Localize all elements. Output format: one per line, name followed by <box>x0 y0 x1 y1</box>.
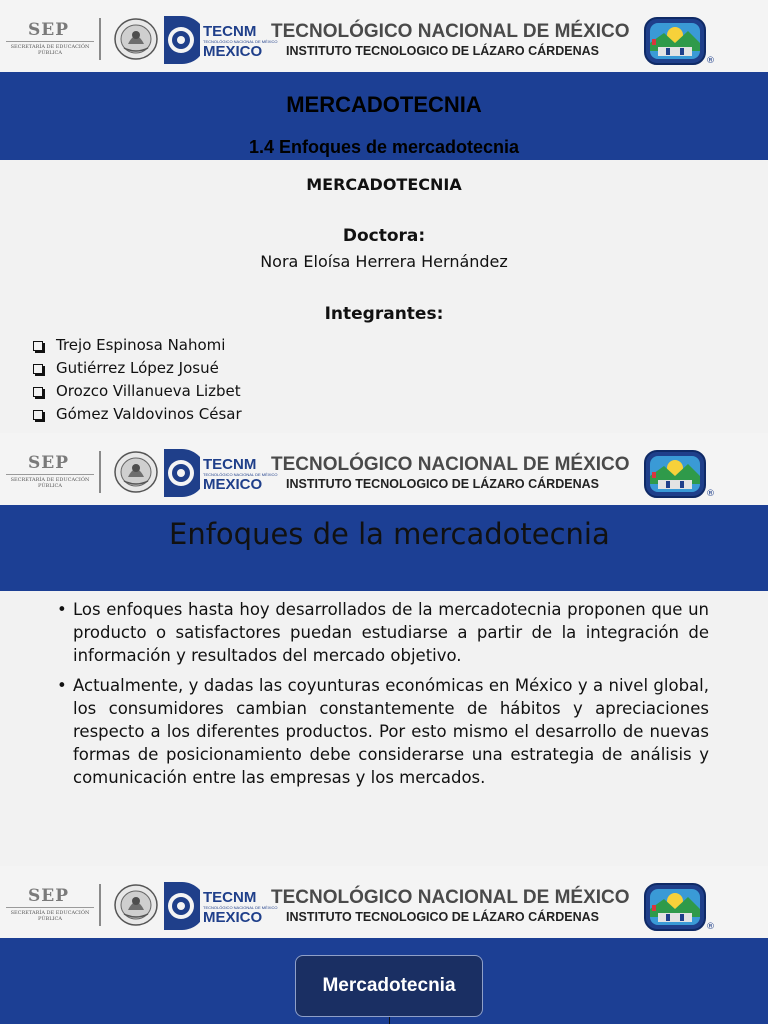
tecnm-wordmark: TECNM TECNOLÓGICO NACIONAL DE MÉXICO MEXICO <box>203 23 278 60</box>
slide-title: Enfoques de la mercadotecnia <box>169 517 610 551</box>
list-item: • Actualmente, y dadas las coyunturas económicas en México y a nivel global, los consumidores cambian constantemente de hábitos y apreciaciones respecto a los diferentes productos. Por esto mismo el desarrollo de nuevas formas de posicionamiento debe considerarse una estrategia de análisis y comunicación entre las empresas y los mercados. <box>57 676 709 787</box>
slide-subtitle: 1.4 Enfoques de mercadotecnia <box>248 137 520 157</box>
bullet-dot-icon: • <box>57 600 67 619</box>
national-seal-icon <box>114 451 158 493</box>
sep-logo-text: SEP <box>28 20 70 40</box>
checkbox-bullet-icon <box>33 341 43 351</box>
institution-subtitle: INSTITUTO TECNOLOGICO DE LÁZARO CÁRDENAS <box>286 44 599 58</box>
tecnm-gear-icon <box>162 14 200 66</box>
members-label: Integrantes: <box>324 304 444 324</box>
list-item: Orozco Villanueva Lizbet <box>33 380 242 403</box>
institution-title: TECNOLÓGICO NACIONAL DE MÉXICO <box>271 454 630 475</box>
national-seal-icon <box>114 18 158 60</box>
sep-logo <box>6 886 96 924</box>
checkbox-bullet-icon <box>33 387 43 397</box>
checkbox-bullet-icon <box>33 364 43 374</box>
tecnm-gear-icon <box>162 447 200 499</box>
tecnm-wordmark: TECNM TECNOLÓGICO NACIONAL DE MÉXICO MEXICO <box>203 456 278 493</box>
national-seal-icon <box>114 884 158 926</box>
institution-title: TECNOLÓGICO NACIONAL DE MÉXICO <box>271 21 630 42</box>
slide-title: MERCADOTECNIA <box>286 92 482 117</box>
checkbox-bullet-icon <box>33 410 43 420</box>
registered-mark: ® <box>706 56 715 66</box>
institution-header <box>0 433 768 505</box>
sep-logo-subtext: SECRETARÍA DE EDUCACIÓN PÚBLICA <box>10 44 90 56</box>
institution-header <box>0 0 768 72</box>
itlc-logo <box>644 883 706 931</box>
registered-mark: ® <box>706 922 715 932</box>
itlc-logo <box>644 17 706 65</box>
tecnm-wordmark: TECNM TECNOLÓGICO NACIONAL DE MÉXICO MEXICO <box>203 889 278 926</box>
institution-header <box>0 866 768 938</box>
sep-logo-subtext: SECRETARÍA DE EDUCACIÓN PÚBLICA <box>10 910 90 922</box>
doctor-name: Nora Eloísa Herrera Hernández <box>260 252 508 271</box>
bullet-dot-icon: • <box>57 676 67 696</box>
sep-logo-subtext: SECRETARÍA DE EDUCACIÓN PÚBLICA <box>10 477 90 489</box>
institution-subtitle: INSTITUTO TECNOLOGICO DE LÁZARO CÁRDENAS <box>286 910 599 924</box>
itlc-logo <box>644 450 706 498</box>
header-divider <box>99 451 101 493</box>
tecnm-gear-icon <box>162 880 200 932</box>
topic-box: Mercadotecnia <box>295 955 483 1017</box>
institution-title: TECNOLÓGICO NACIONAL DE MÉXICO <box>271 887 630 908</box>
institution-subtitle: INSTITUTO TECNOLOGICO DE LÁZARO CÁRDENAS <box>286 477 599 491</box>
header-divider <box>99 18 101 60</box>
list-item: Gutiérrez López Josué <box>33 357 242 380</box>
list-item: Gómez Valdovinos César <box>33 403 242 426</box>
list-item: Trejo Espinosa Nahomi <box>33 334 242 357</box>
list-item: • Los enfoques hasta hoy desarrollados de la mercadotecnia proponen que un producto o satisfactores puedan estudiarse a partir de la integración de información y resultados del mercado objetivo. <box>57 600 709 665</box>
doctor-label: Doctora: <box>342 226 426 246</box>
slide-3 <box>0 866 768 1024</box>
bullet-list <box>57 599 709 797</box>
sep-logo-text: SEP <box>28 453 70 473</box>
registered-mark: ® <box>706 489 715 499</box>
sep-logo <box>6 20 96 58</box>
sep-logo <box>6 453 96 491</box>
members-list <box>33 334 242 426</box>
header-divider <box>99 884 101 926</box>
connector-line <box>389 1017 390 1024</box>
course-name: MERCADOTECNIA <box>306 175 462 194</box>
slide-1 <box>0 0 768 430</box>
slide-2 <box>0 433 768 864</box>
sep-logo-text: SEP <box>28 886 70 906</box>
cover-details <box>0 174 768 325</box>
